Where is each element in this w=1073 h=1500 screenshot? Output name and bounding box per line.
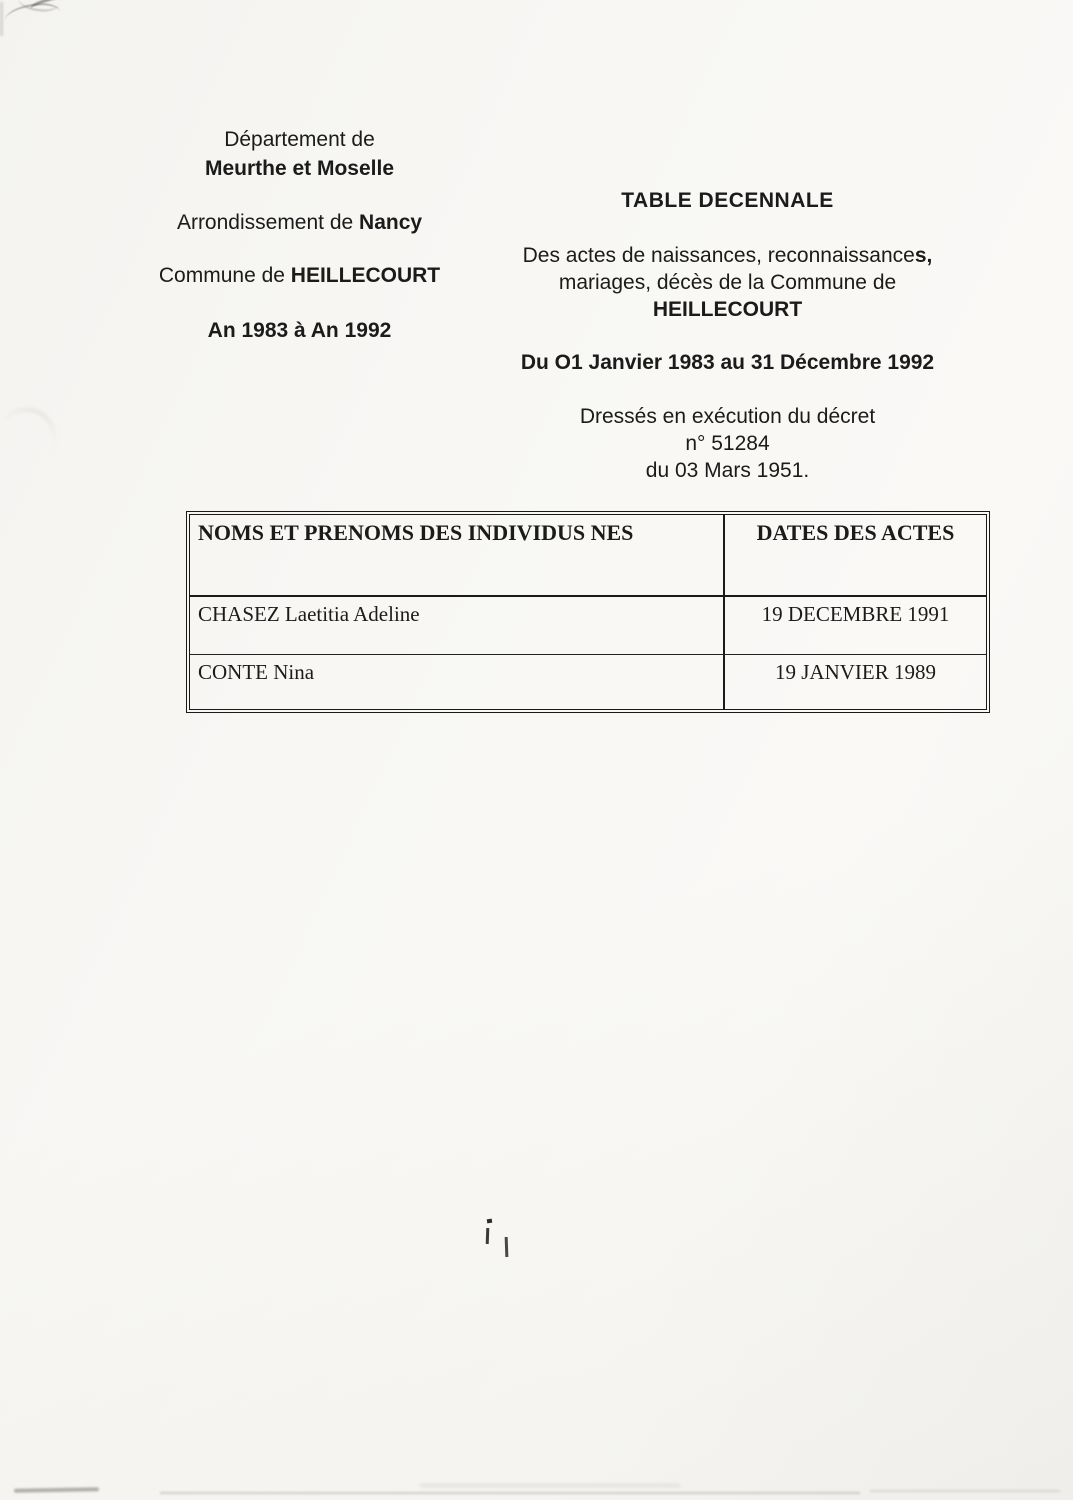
edge-smudge xyxy=(420,1484,680,1487)
departement-label: Département de xyxy=(224,128,375,151)
header-left-block xyxy=(157,128,442,343)
column-header-dates: DATES DES ACTES xyxy=(756,520,955,545)
births-table xyxy=(186,511,990,713)
subtitle-line-2: mariages, décès de la Commune de xyxy=(558,271,897,294)
edge-smudge xyxy=(14,1487,99,1492)
period-line: Du O1 Janvier 1983 au 31 Décembre 1992 xyxy=(520,351,935,374)
cell-act-date: 19 JANVIER 1989 xyxy=(775,660,936,684)
cell-act-date: 19 DECEMBRE 1991 xyxy=(761,602,950,626)
arrondissement-label: Arrondissement de xyxy=(176,211,360,234)
table-header-row xyxy=(190,515,986,597)
scan-edge-shadow xyxy=(0,2,3,36)
ink-mark-stem xyxy=(486,1228,490,1244)
subtitle-text: Des actes de naissances, reconnaissance xyxy=(522,244,915,267)
arrondissement-line xyxy=(157,211,442,235)
ink-mark-dot xyxy=(487,1219,493,1224)
table-row xyxy=(190,655,986,709)
subtitle-text-bold: s, xyxy=(914,244,933,267)
cell-person-name: CHASEZ Laetitia Adeline xyxy=(190,597,725,654)
edge-smudge xyxy=(870,1490,1060,1492)
ink-mark-bar xyxy=(505,1237,509,1257)
decree-date: du 03 Mars 1951. xyxy=(645,459,810,482)
commune-name: HEILLECOURT xyxy=(290,264,441,287)
cell-person-name: CONTE Nina xyxy=(190,655,725,709)
header-right-block xyxy=(505,187,950,484)
decree-line-1: Dressés en exécution du décret xyxy=(579,405,876,428)
year-range: An 1983 à An 1992 xyxy=(207,319,392,342)
decree-number: n° 51284 xyxy=(685,432,770,455)
departement-name: Meurthe et Moselle xyxy=(204,157,395,180)
scribble-stroke xyxy=(3,1,60,21)
edge-smudge xyxy=(160,1492,860,1494)
subtitle-commune-name: HEILLECOURT xyxy=(652,298,803,321)
table-row xyxy=(190,597,986,655)
column-header-names: NOMS ET PRENOMS DES INDIVIDUS NES xyxy=(190,515,725,595)
subtitle-line-1 xyxy=(505,242,950,269)
scribble-stroke xyxy=(17,0,58,14)
commune-label: Commune de xyxy=(158,264,291,287)
paper-crease xyxy=(0,399,66,487)
arrondissement-name: Nancy xyxy=(359,211,423,234)
document-title: TABLE DECENNALE xyxy=(621,189,834,212)
commune-line xyxy=(157,264,442,288)
scribble-stroke xyxy=(29,0,56,12)
